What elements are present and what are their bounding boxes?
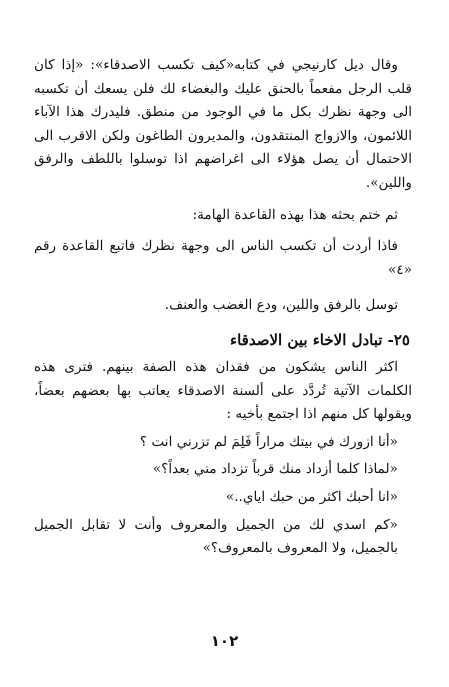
quote-line-4: «كم اسدي لك من الجميل والمعروف وأنت لا تقابل الجميل بالجميل، ولا المعروف بالمعروف؟»: [34, 516, 398, 557]
rule-statement: فاذا أردت أن تكسب الناس الى وجهة نظرك فاتبع القاعدة رقم «٤»: [34, 238, 412, 278]
quote-line-1: «أنا ازورك في بيتك مراراً فَلِمَ لم تزرني انت ؟: [139, 433, 398, 450]
book-page: [34, 54, 412, 561]
carnegie-quote-paragraph: وقال ديل كارنيجي في كتابه«كيف تكسب الاصدقاء»: «إذا كان قلب الرجل مفعماً بالحنق عليك والبغضاء لك فلن يسعك أن تكسبه الى وجهة نظرك بكل ما في الوجود من منطق. فليدرك هذا الآباء اللائمون، والازواج المنتقدون، والمديرون الطاغون ولكن الاقرب الى الاحتمال أن يصل هؤلاء الى اغراضهم اذا توسلوا باللطف والرفق واللين».: [34, 57, 413, 191]
closing-rule-intro: ثم ختم بحثه هذا بهذه القاعدة الهامة:: [192, 206, 398, 223]
page-number: ١٠٢: [210, 632, 239, 650]
section-intro-paragraph: اكثر الناس يشكون من فقدان هذه الصفة بينهم. فترى هذه الكلمات الآتية تُردَّد على ألسنة الاصدقاء يعاتب بها بعضهم بعضاً، ويقولها كل منهم اذا اجتمع بأخيه :: [34, 358, 412, 423]
quote-line-2: «لماذا كلما أزداد منك قرباً تزداد مني بعداً؟»: [152, 461, 398, 478]
section-heading: ٢٥- تبادل الاخاء بين الاصدقاء: [230, 330, 410, 349]
quote-line-3: «انا أحبك اكثر من حبك اياي..»: [225, 488, 398, 505]
rule-four-text: توسل بالرفق واللين، ودع الغضب والعنف.: [164, 297, 398, 314]
